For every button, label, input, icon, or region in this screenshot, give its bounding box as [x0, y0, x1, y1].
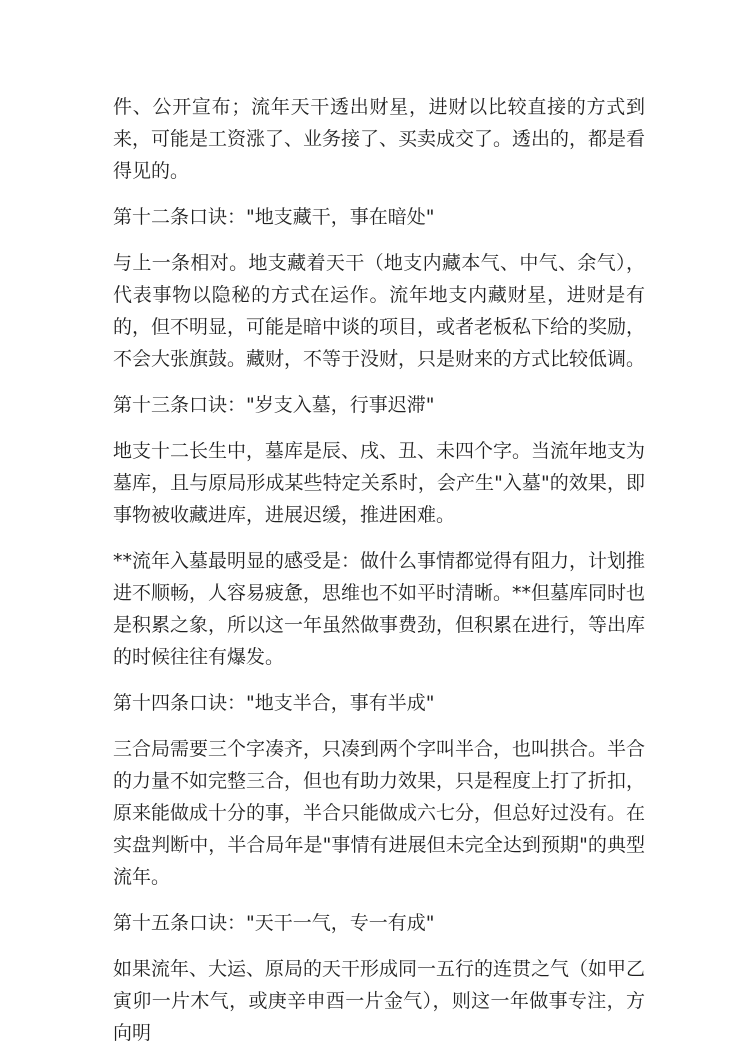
paragraph-half-combination: 三合局需要三个字凑齐，只凑到两个字叫半合，也叫拱合。半合的力量不如完整三合，但也有助力效果，只是程度上打了折扣，原来能做成十分的事，半合只能做成六七分，但总好过没有。在实盘判断中，半合局年是"事情有进展但未完全达到预期"的典型流年。 — [113, 738, 646, 888]
paragraph-tomb-storage: 地支十二长生中，墓库是辰、戌、丑、未四个字。当流年地支为墓库，且与原局形成某些特定关系时，会产生"入墓"的效果，即事物被收藏进库，进展迟缓，推进困难。 — [113, 440, 646, 526]
heading-rule-13: 第十三条口诀："岁支入墓，行事迟滞" — [113, 394, 435, 416]
paragraph-wealth-revealed: 件、公开宣布；流年天干透出财星，进财以比较直接的方式到来，可能是工资涨了、业务接了、买卖成交了。透出的，都是看得见的。 — [113, 96, 646, 182]
document-body — [113, 91, 645, 1063]
paragraph-tomb-feeling: **流年入墓最明显的感受是：做什么事情都觉得有阻力，计划推进不顺畅，人容易疲惫，思维也不如平时清晰。**但墓库同时也是积累之象，所以这一年虽然做事费劲，但积累在进行，等出库的时候往往有爆发。 — [113, 550, 646, 668]
heading-rule-14: 第十四条口诀："地支半合，事有半成" — [113, 692, 435, 714]
heading-rule-12: 第十二条口诀："地支藏干，事在暗处" — [113, 206, 435, 228]
heading-rule-15: 第十五条口诀："天干一气，专一有成" — [113, 912, 435, 934]
paragraph-single-qi: 如果流年、大运、原局的天干形成同一五行的连贯之气（如甲乙寅卯一片木气，或庚辛申酉一片金气），则这一年做事专注，方向明 — [113, 958, 646, 1044]
paragraph-hidden-stems: 与上一条相对。地支藏着天干（地支内藏本气、中气、余气），代表事物以隐秘的方式在运作。流年地支内藏财星，进财是有的，但不明显，可能是暗中谈的项目，或者老板私下给的奖励，不会大张旗鼓。藏财，不等于没财，只是财来的方式比较低调。 — [113, 252, 646, 370]
